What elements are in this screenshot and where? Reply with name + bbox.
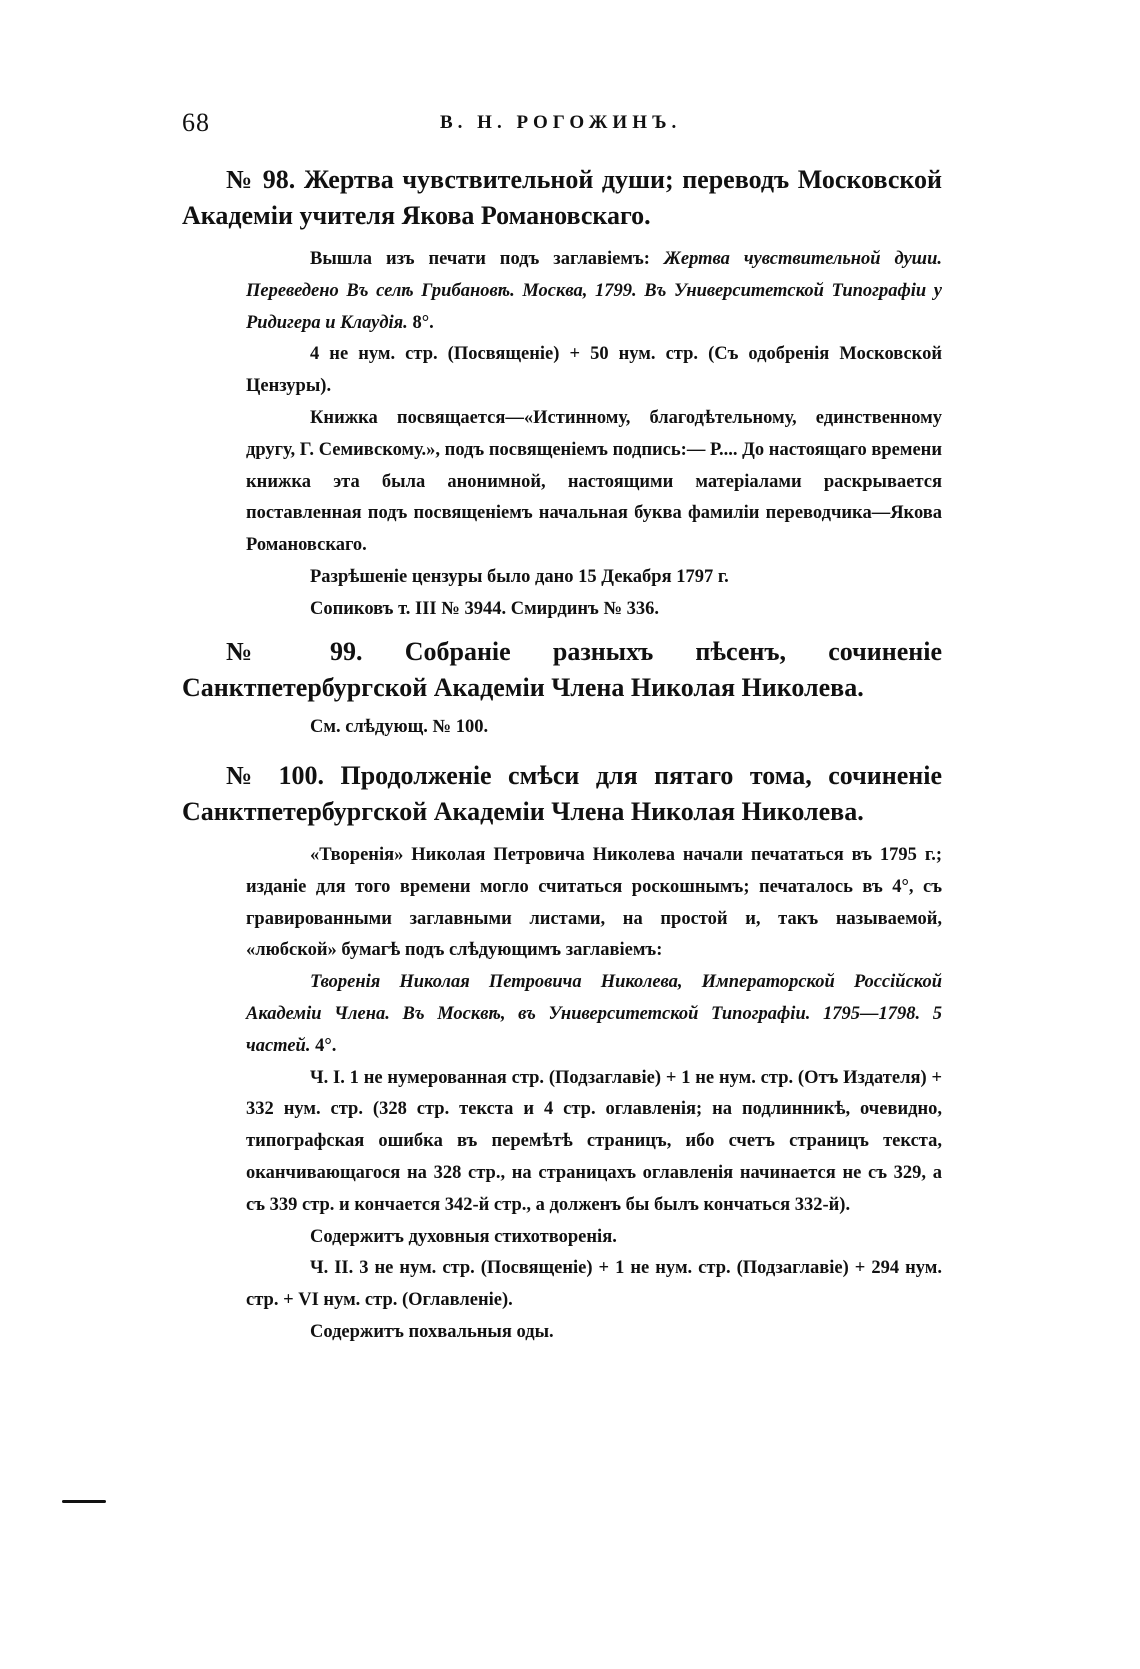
entry-paragraph: Содержитъ духовныя стихотворенія. <box>310 1226 617 1247</box>
entry-paragraph: Сопиковъ т. III № 3944. Смирдинъ № 336. <box>310 598 660 619</box>
paragraph-tail: 8°. <box>407 312 434 333</box>
entry-number: № 98. <box>226 165 296 194</box>
paragraph-tail: 4°. <box>310 1035 337 1056</box>
entry-title <box>182 758 942 830</box>
paragraph-italic: Творенія Николая Петровича Николева, Императорской Россійской Академіи Члена. Въ Москвѣ, въ Университетской Типографіи. 1795—1798. 5 частей. <box>246 972 942 1056</box>
entry-paragraph: Книжка посвящается—«Истинному, благодѣтельному, единственному другу, Г. Семивскому.», подъ посвященіемъ подпись:— Р.... До настоящаго времени книжка эта была анонимной, настоящими матеріалами раскрывается поставленная подъ посвященіемъ начальная буква фамиліи переводчика—Якова Романовскаго. <box>246 407 942 556</box>
entry-paragraph: См. слѣдующ. № 100. <box>310 717 489 737</box>
entry-paragraph: Разрѣшеніе цензуры было дано 15 Декабря 1797 г. <box>310 566 729 587</box>
entry-title-text: Собраніе разныхъ пѣсенъ, сочиненіе Санктпетербургской Академіи Члена Николая Николева. <box>182 637 942 702</box>
entry-number: № 100. <box>226 761 325 790</box>
entry-paragraph: Содержитъ похвальныя оды. <box>310 1321 554 1342</box>
paragraph-italic: Жертва чувствительной души. Переведено Въ селѣ Грибановѣ. Москва, 1799. Въ Университетской Типографіи у Ридигера и Клаудія. <box>246 249 943 333</box>
entry-title <box>182 634 942 706</box>
entry-paragraph: Ч. II. 3 не нум. стр. (Посвященіе) + 1 не нум. стр. (Подзаглавіе) + 294 нум. стр. + VI нум. стр. (Оглавленіе). <box>246 1258 942 1311</box>
entry-paragraph <box>246 244 942 339</box>
entry-100 <box>182 758 942 1349</box>
entry-title <box>182 162 942 234</box>
page-header <box>182 108 942 148</box>
page-number: 68 <box>182 108 210 137</box>
entry-paragraph: Ч. I. 1 не нумерованная стр. (Подзаглавіе) + 1 не нум. стр. (Отъ Издателя) + 332 нум. стр. (328 стр. текста и 4 стр. оглавленія; на подлинникѣ, очевидно, типографская ошибка въ перемѣтѣ страницъ, ибо счетъ страницъ текста, оканчивающагося на 328 стр., на страницахъ оглавленія начинается не съ 329, а съ 339 стр. и кончается 342-й стр., а долженъ бы былъ кончаться 332-й). <box>246 1067 942 1215</box>
entry-title-text: Жертва чувствительной души; переводъ Московской Академіи учителя Якова Романовскаго. <box>182 165 942 230</box>
entry-99 <box>182 634 942 744</box>
margin-dash-mark <box>62 1500 106 1503</box>
entry-body <box>246 712 942 744</box>
paragraph-lead: Вышла изъ печати подъ заглавіемъ: <box>310 249 664 269</box>
entry-paragraph: 4 не нум. стр. (Посвященіе) + 50 нум. стр. (Съ одобренія Московской Цензуры). <box>246 344 942 397</box>
entry-paragraph: «Творенія» Николая Петровича Николева начали печататься въ 1795 г.; изданіе для того времени могло считаться роскошнымъ; печаталось въ 4°, съ гравированными заглавными листами, на простой и, такъ называемой, «любской» бумагѣ подъ слѣдующимъ заглавіемъ: <box>246 845 942 961</box>
entry-98 <box>182 162 942 626</box>
entry-number: № 99. <box>226 637 363 666</box>
entry-body <box>246 840 942 1349</box>
entry-paragraph <box>246 967 942 1062</box>
entry-title-text: Продолженіе смѣси для пятаго тома, сочиненіе Санктпетербургской Академіи Члена Николая Николева. <box>182 761 943 826</box>
entry-body <box>246 244 942 626</box>
running-title: В. Н. РОГОЖИНЪ. <box>440 112 682 133</box>
